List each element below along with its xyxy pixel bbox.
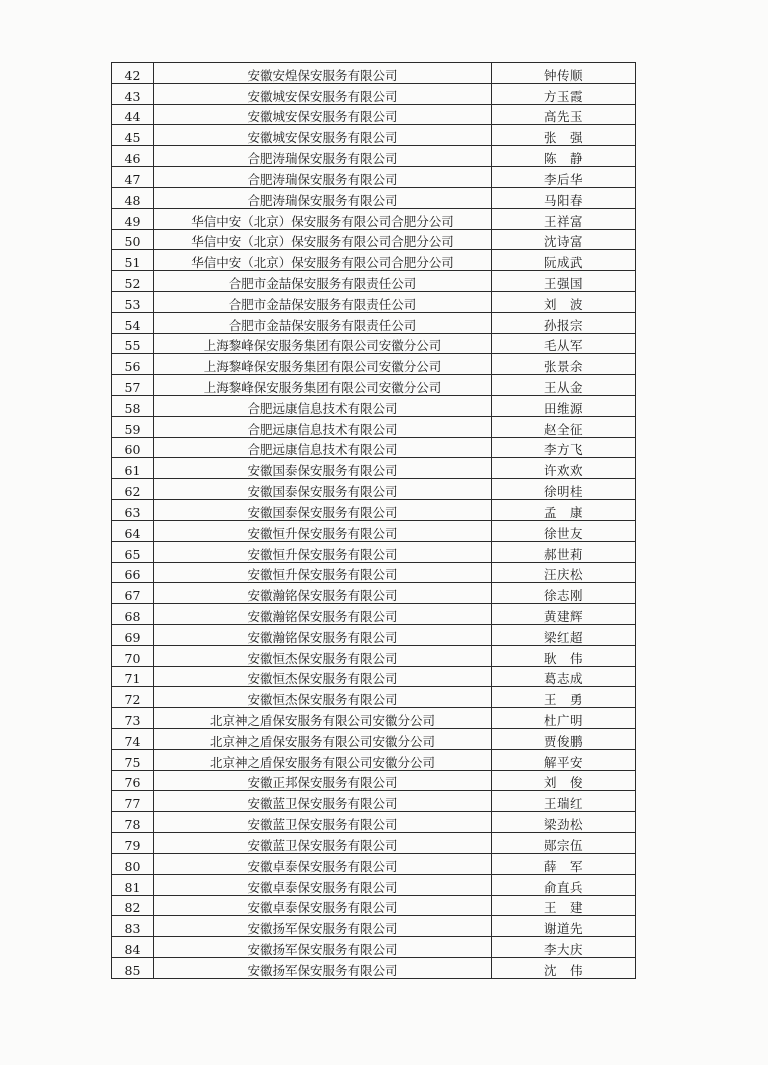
row-number-cell: 58 (112, 396, 154, 417)
row-number-cell: 67 (112, 583, 154, 604)
company-cell: 合肥市金喆保安服务有限责任公司 (154, 312, 492, 333)
person-name-cell: 孙报宗 (492, 312, 636, 333)
table-row (112, 437, 636, 458)
company-cell: 安徽瀚铭保安服务有限公司 (154, 604, 492, 625)
person-name-cell: 王祥富 (492, 208, 636, 229)
table-row (112, 957, 636, 978)
table-row (112, 187, 636, 208)
person-name-cell: 贾俊鹏 (492, 729, 636, 750)
company-cell: 安徽卓泰保安服务有限公司 (154, 895, 492, 916)
row-number-cell: 71 (112, 666, 154, 687)
person-name-cell: 陈 静 (492, 146, 636, 167)
row-number-cell: 72 (112, 687, 154, 708)
company-cell: 北京神之盾保安服务有限公司安徽分公司 (154, 749, 492, 770)
row-number-cell: 52 (112, 271, 154, 292)
table-row (112, 208, 636, 229)
table-row (112, 354, 636, 375)
person-name-cell: 杜广明 (492, 708, 636, 729)
person-name-cell: 李方飞 (492, 437, 636, 458)
company-cell: 合肥远康信息技术有限公司 (154, 416, 492, 437)
table-row (112, 250, 636, 271)
row-number-cell: 66 (112, 562, 154, 583)
row-number-cell: 44 (112, 104, 154, 125)
person-name-cell: 张景余 (492, 354, 636, 375)
table-row (112, 396, 636, 417)
person-name-cell: 徐志刚 (492, 583, 636, 604)
person-name-cell: 钟传顺 (492, 63, 636, 84)
row-number-cell: 79 (112, 833, 154, 854)
company-cell: 安徽恒升保安服务有限公司 (154, 562, 492, 583)
row-number-cell: 75 (112, 749, 154, 770)
company-cell: 安徽恒杰保安服务有限公司 (154, 666, 492, 687)
row-number-cell: 74 (112, 729, 154, 750)
person-name-cell: 张 强 (492, 125, 636, 146)
company-cell: 安徽恒升保安服务有限公司 (154, 541, 492, 562)
person-name-cell: 俞直兵 (492, 874, 636, 895)
row-number-cell: 45 (112, 125, 154, 146)
company-cell: 安徽卓泰保安服务有限公司 (154, 874, 492, 895)
company-cell: 合肥远康信息技术有限公司 (154, 396, 492, 417)
table-row (112, 104, 636, 125)
company-cell: 北京神之盾保安服务有限公司安徽分公司 (154, 708, 492, 729)
table-row (112, 729, 636, 750)
company-cell: 安徽瀚铭保安服务有限公司 (154, 624, 492, 645)
company-cell: 合肥市金喆保安服务有限责任公司 (154, 271, 492, 292)
company-cell: 安徽城安保安服务有限公司 (154, 125, 492, 146)
person-name-cell: 田维源 (492, 396, 636, 417)
person-name-cell: 许欢欢 (492, 458, 636, 479)
person-name-cell: 毛从军 (492, 333, 636, 354)
row-number-cell: 49 (112, 208, 154, 229)
person-name-cell: 王从金 (492, 375, 636, 396)
table-row (112, 833, 636, 854)
table-row (112, 500, 636, 521)
company-cell: 安徽国泰保安服务有限公司 (154, 500, 492, 521)
table-row (112, 645, 636, 666)
table-row (112, 520, 636, 541)
table-row (112, 146, 636, 167)
table-row (112, 479, 636, 500)
person-name-cell: 解平安 (492, 749, 636, 770)
row-number-cell: 68 (112, 604, 154, 625)
table-row (112, 541, 636, 562)
person-name-cell: 方玉霞 (492, 83, 636, 104)
person-name-cell: 王强国 (492, 271, 636, 292)
row-number-cell: 64 (112, 520, 154, 541)
person-name-cell: 郧宗伍 (492, 833, 636, 854)
row-number-cell: 83 (112, 916, 154, 937)
row-number-cell: 76 (112, 770, 154, 791)
company-cell: 安徽扬军保安服务有限公司 (154, 937, 492, 958)
table-row (112, 604, 636, 625)
company-cell: 安徽蓝卫保安服务有限公司 (154, 791, 492, 812)
row-number-cell: 50 (112, 229, 154, 250)
person-name-cell: 葛志成 (492, 666, 636, 687)
table-row (112, 749, 636, 770)
row-number-cell: 47 (112, 167, 154, 188)
company-cell: 上海黎峰保安服务集团有限公司安徽分公司 (154, 375, 492, 396)
row-number-cell: 59 (112, 416, 154, 437)
company-cell: 安徽恒杰保安服务有限公司 (154, 687, 492, 708)
row-number-cell: 46 (112, 146, 154, 167)
table-row (112, 937, 636, 958)
table-row (112, 458, 636, 479)
row-number-cell: 54 (112, 312, 154, 333)
row-number-cell: 65 (112, 541, 154, 562)
row-number-cell: 56 (112, 354, 154, 375)
company-cell: 安徽卓泰保安服务有限公司 (154, 853, 492, 874)
row-number-cell: 63 (112, 500, 154, 521)
table-row (112, 271, 636, 292)
person-name-cell: 薛 军 (492, 853, 636, 874)
row-number-cell: 43 (112, 83, 154, 104)
table-row (112, 624, 636, 645)
table-row (112, 708, 636, 729)
roster-table (111, 62, 636, 979)
row-number-cell: 70 (112, 645, 154, 666)
company-cell: 安徽安煌保安服务有限公司 (154, 63, 492, 84)
company-cell: 合肥涛瑞保安服务有限公司 (154, 167, 492, 188)
company-cell: 安徽城安保安服务有限公司 (154, 83, 492, 104)
person-name-cell: 汪庆松 (492, 562, 636, 583)
company-cell: 安徽蓝卫保安服务有限公司 (154, 833, 492, 854)
row-number-cell: 62 (112, 479, 154, 500)
table-row (112, 562, 636, 583)
person-name-cell: 徐明桂 (492, 479, 636, 500)
person-name-cell: 沈 伟 (492, 957, 636, 978)
company-cell: 安徽瀚铭保安服务有限公司 (154, 583, 492, 604)
row-number-cell: 82 (112, 895, 154, 916)
table-row (112, 333, 636, 354)
person-name-cell: 马阳春 (492, 187, 636, 208)
person-name-cell: 孟 康 (492, 500, 636, 521)
table-row (112, 375, 636, 396)
row-number-cell: 51 (112, 250, 154, 271)
company-cell: 安徽正邦保安服务有限公司 (154, 770, 492, 791)
table-row (112, 812, 636, 833)
person-name-cell: 王 建 (492, 895, 636, 916)
table-row (112, 687, 636, 708)
row-number-cell: 42 (112, 63, 154, 84)
company-cell: 安徽扬军保安服务有限公司 (154, 916, 492, 937)
table-row (112, 83, 636, 104)
row-number-cell: 84 (112, 937, 154, 958)
table-row (112, 312, 636, 333)
company-cell: 安徽国泰保安服务有限公司 (154, 458, 492, 479)
person-name-cell: 梁红超 (492, 624, 636, 645)
person-name-cell: 阮成武 (492, 250, 636, 271)
table-row (112, 583, 636, 604)
row-number-cell: 80 (112, 853, 154, 874)
row-number-cell: 77 (112, 791, 154, 812)
person-name-cell: 耿 伟 (492, 645, 636, 666)
person-name-cell: 梁劲松 (492, 812, 636, 833)
table-row (112, 874, 636, 895)
person-name-cell: 黄建辉 (492, 604, 636, 625)
roster-table-body (112, 63, 636, 979)
table-row (112, 167, 636, 188)
person-name-cell: 徐世友 (492, 520, 636, 541)
company-cell: 华信中安（北京）保安服务有限公司合肥分公司 (154, 208, 492, 229)
person-name-cell: 李后华 (492, 167, 636, 188)
table-row (112, 791, 636, 812)
company-cell: 华信中安（北京）保安服务有限公司合肥分公司 (154, 250, 492, 271)
company-cell: 合肥涛瑞保安服务有限公司 (154, 187, 492, 208)
person-name-cell: 赵全征 (492, 416, 636, 437)
company-cell: 北京神之盾保安服务有限公司安徽分公司 (154, 729, 492, 750)
table-row (112, 63, 636, 84)
person-name-cell: 高先玉 (492, 104, 636, 125)
row-number-cell: 81 (112, 874, 154, 895)
row-number-cell: 60 (112, 437, 154, 458)
company-cell: 安徽国泰保安服务有限公司 (154, 479, 492, 500)
row-number-cell: 55 (112, 333, 154, 354)
person-name-cell: 李大庆 (492, 937, 636, 958)
table-row (112, 895, 636, 916)
person-name-cell: 刘 俊 (492, 770, 636, 791)
table-row (112, 416, 636, 437)
company-cell: 上海黎峰保安服务集团有限公司安徽分公司 (154, 354, 492, 375)
company-cell: 华信中安（北京）保安服务有限公司合肥分公司 (154, 229, 492, 250)
table-row (112, 125, 636, 146)
company-cell: 安徽城安保安服务有限公司 (154, 104, 492, 125)
person-name-cell: 王 勇 (492, 687, 636, 708)
company-cell: 合肥市金喆保安服务有限责任公司 (154, 291, 492, 312)
row-number-cell: 78 (112, 812, 154, 833)
table-row (112, 770, 636, 791)
row-number-cell: 85 (112, 957, 154, 978)
company-cell: 合肥远康信息技术有限公司 (154, 437, 492, 458)
person-name-cell: 沈诗富 (492, 229, 636, 250)
company-cell: 安徽扬军保安服务有限公司 (154, 957, 492, 978)
company-cell: 合肥涛瑞保安服务有限公司 (154, 146, 492, 167)
person-name-cell: 谢道先 (492, 916, 636, 937)
table-row (112, 666, 636, 687)
row-number-cell: 53 (112, 291, 154, 312)
row-number-cell: 73 (112, 708, 154, 729)
table-row (112, 229, 636, 250)
row-number-cell: 61 (112, 458, 154, 479)
company-cell: 上海黎峰保安服务集团有限公司安徽分公司 (154, 333, 492, 354)
person-name-cell: 王瑞红 (492, 791, 636, 812)
row-number-cell: 69 (112, 624, 154, 645)
company-cell: 安徽恒杰保安服务有限公司 (154, 645, 492, 666)
row-number-cell: 48 (112, 187, 154, 208)
row-number-cell: 57 (112, 375, 154, 396)
company-cell: 安徽恒升保安服务有限公司 (154, 520, 492, 541)
table-row (112, 853, 636, 874)
table-row (112, 916, 636, 937)
person-name-cell: 郝世莉 (492, 541, 636, 562)
company-cell: 安徽蓝卫保安服务有限公司 (154, 812, 492, 833)
person-name-cell: 刘 波 (492, 291, 636, 312)
table-row (112, 291, 636, 312)
